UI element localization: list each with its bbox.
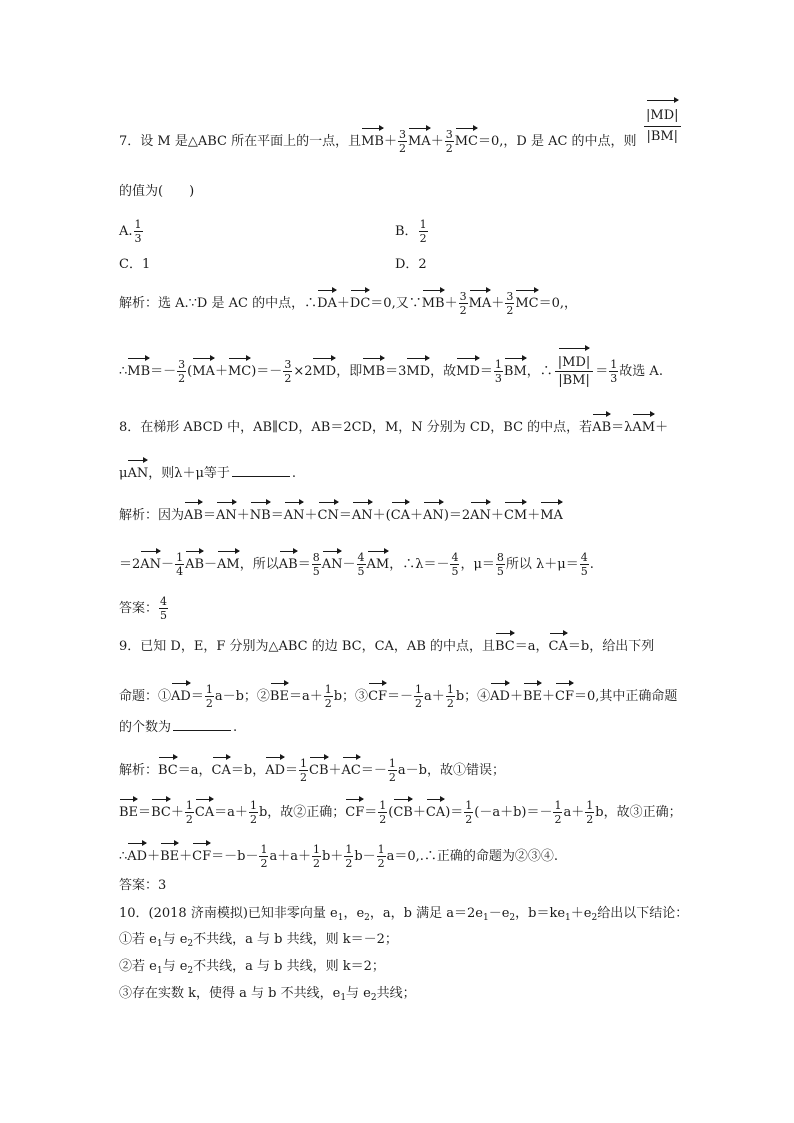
- q7-option-d: D．2: [395, 257, 427, 272]
- q9-solution-line3: ∴AD＋BE＋CF＝－b－ $\frac{1}{2}$ a＋a＋ $\frac{1}{2}$ b＋ $\frac{1}{2}$ b－ $\frac{1}{2}$ a＝0,.∴正确的命题为②③④.: [119, 843, 559, 870]
- q10-conclusion-3: ③存在实数 k，使得 a 与 b 不共线，$e_1$与 $e_2$共线；: [119, 986, 416, 1003]
- answer-blank: [232, 464, 290, 477]
- q7-stem-line1: 7．设 M 是△ABC 所在平面上的一点，且MB＋ $\frac{3}{2}$ MA＋ $\frac{3}{2}$ MC＝0,，D 是 AC 的中点，则: [119, 128, 637, 155]
- abs-vector-MD: |MD|: [646, 106, 679, 126]
- q10-conclusion-2: ②若 $e_1$与 $e_2$不共线，a 与 b 共线，则 k＝2；: [119, 959, 385, 976]
- q8-stem-line2: μAN，则λ＋μ等于 .: [119, 466, 297, 481]
- q8-stem-line1: 8．在梯形 ABCD 中，AB∥CD，AB＝2CD，M，N 分别为 CD，BC 的中点，若AB＝λAM＋: [119, 420, 669, 435]
- q8-solution-line2: ＝2AN－ $\frac{1}{4}$ AB－AM，所以AB＝ $\frac{8}{5}$ AN－ $\frac{4}{5}$ AM，∴λ＝－ $\frac{4}{5}$ ，μ＝ $\frac{8}{5}$ 所以 λ＋μ＝ $\frac{4}{5}$ .: [119, 551, 594, 578]
- q9-stem-line1: 9．已知 D，E，F 分别为△ABC 的边 BC，CA，AB 的中点，且BC＝a，CA＝b，给出下列: [119, 639, 655, 654]
- q9-stem-line3: 的个数为 .: [119, 720, 238, 735]
- q7-option-c: C．1: [119, 257, 151, 272]
- q10-stem-line1: 10．(2018 济南模拟)已知非零向量 $e_1$，$e_2$，a，b 满足 $a=2e_1-e_2$，$b=ke_1+e_2$给出以下结论：: [119, 906, 689, 923]
- q7-option-b: B． $\frac{1}{2}$: [395, 218, 427, 245]
- fraction-3-2: $\frac{3}{2}$: [445, 128, 453, 155]
- q7-ratio-MD-BM: [644, 106, 681, 147]
- fraction-3-2: $\frac{3}{2}$: [399, 128, 406, 155]
- q9-stem-line2: 命题：①AD＝ $\frac{1}{2}$ a－b；②BE＝a＋ $\frac{1}{2}$ b；③CF＝－ $\frac{1}{2}$ a＋ $\frac{1}{2}$ b；④AD＋BE＋CF＝0,其中正确命题: [119, 683, 678, 710]
- vector-MA: MA: [408, 134, 431, 149]
- q7-option-a: A. $\frac{1}{3}$: [119, 218, 142, 245]
- q9-solution-line2: BE＝BC＋ $\frac{1}{2}$ CA＝a＋ $\frac{1}{2}$ b，故②正确；CF＝ $\frac{1}{2}$ (CB＋CA)＝ $\frac{1}{2}$ (－a＋b)＝－ $\frac{1}{2}$ a＋ $\frac{1}{2}$ b，故③正确；: [119, 799, 682, 826]
- q9-solution-line1: 解析：BC＝a，CA＝b，AD＝ $\frac{1}{2}$ CB＋AC＝－ $\frac{1}{2}$ a－b，故①错误；: [119, 757, 505, 784]
- abs-vector-BM: |BM|: [646, 129, 679, 144]
- vector-MC: MC: [454, 134, 478, 149]
- q9-answer: 答案：3: [119, 878, 167, 893]
- q7-solution-line1: 解析：选 A.∵D 是 AC 的中点，∴DA＋DC＝0,又∵MB＋ $\frac{3}{2}$ MA＋ $\frac{3}{2}$ MC＝0,，: [119, 290, 577, 317]
- q10-conclusion-1: ①若 $e_1$与 $e_2$不共线，a 与 b 共线，则 k＝－2；: [119, 932, 398, 949]
- q8-answer: 答案： $\frac{4}{5}$: [119, 595, 168, 622]
- vector-MB: MB: [361, 134, 384, 149]
- q8-solution-line1: 解析：因为AB＝AN＋NB＝AN＋CN＝AN＋(CA＋AN)＝2AN＋CM＋MA: [119, 508, 563, 523]
- answer-blank: [173, 718, 231, 731]
- q7-stem-line2: 的值为( ): [119, 184, 195, 199]
- q7-solution-line2: ∴MB＝－ $\frac{3}{2}$ (MA＋MC)＝－ $\frac{3}{2}$ ×2MD，即MB＝3MD，故MD＝ $\frac{1}{3}$ BM，∴ $\frac{|MD|}{|BM|}$ ＝ $\frac{1}{3}$ 故选 A.: [119, 355, 663, 388]
